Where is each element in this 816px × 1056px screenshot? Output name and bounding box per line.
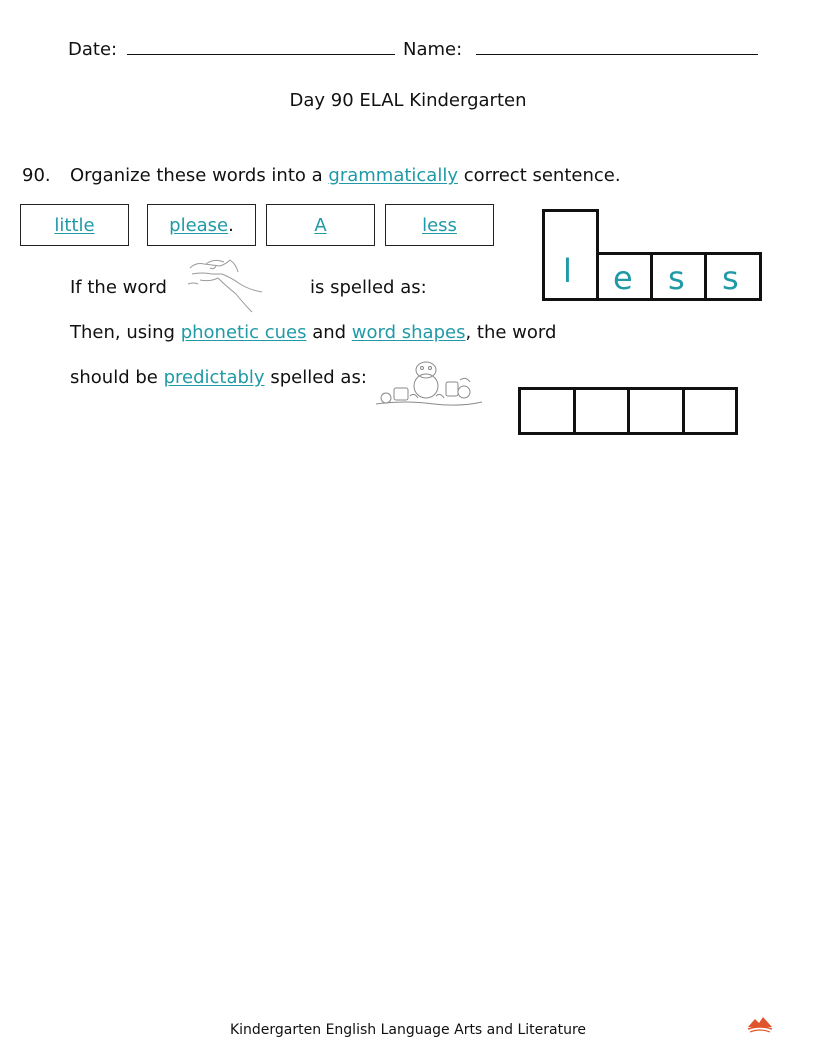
spelling-line-2	[70, 324, 556, 342]
shape-letter: s	[722, 259, 739, 297]
answer-box[interactable]	[573, 387, 630, 435]
word-shapes-link[interactable]: word shapes	[351, 322, 466, 343]
phonetic-cues-link[interactable]: phonetic cues	[180, 322, 307, 343]
hand-pinch-icon	[186, 254, 268, 316]
shape-letter: s	[668, 259, 685, 297]
toys-pile-icon	[374, 352, 484, 410]
answer-box[interactable]	[627, 387, 685, 435]
name-label	[403, 36, 758, 59]
grammatically-link[interactable]: grammatically	[328, 165, 458, 186]
footer-text: Kindergarten English Language Arts and Literature	[229, 1022, 587, 1038]
line2-prefix: Then, using	[70, 322, 175, 343]
date-blank[interactable]	[127, 36, 395, 55]
predictably-link[interactable]: predictably	[163, 367, 265, 388]
word-box-a[interactable]	[266, 204, 375, 246]
spelling-line-1-suffix: is spelled as:	[310, 277, 427, 298]
answer-box[interactable]	[682, 387, 738, 435]
word-less-link[interactable]: less	[422, 214, 457, 236]
word-please-link[interactable]: please	[169, 214, 229, 236]
mountain-logo-icon	[746, 1015, 774, 1033]
word-a-link[interactable]: A	[314, 214, 327, 236]
shape-letter: l	[563, 252, 572, 290]
line2-mid: and	[312, 322, 347, 343]
question-text	[70, 167, 621, 185]
word-trail: .	[228, 214, 234, 236]
date-label	[68, 36, 395, 59]
shape-letter: e	[613, 259, 633, 297]
name-blank[interactable]	[476, 36, 758, 55]
line3-suffix: spelled as:	[270, 367, 367, 388]
question-prefix: Organize these words into a	[70, 165, 323, 186]
word-box-little[interactable]	[20, 204, 129, 246]
page-title: Day 90 ELAL Kindergarten	[289, 90, 527, 111]
answer-box[interactable]	[518, 387, 576, 435]
question-number: 90.	[22, 165, 51, 186]
name-label-text: Name:	[403, 39, 463, 60]
question-suffix: correct sentence.	[463, 165, 621, 186]
spelling-line-1-prefix: If the word	[70, 277, 167, 298]
line3-prefix: should be	[70, 367, 158, 388]
line2-suffix: , the word	[465, 322, 557, 343]
spelling-line-3	[70, 369, 367, 387]
date-label-text: Date:	[68, 39, 118, 60]
word-box-please[interactable]	[147, 204, 256, 246]
word-little-link[interactable]: little	[54, 214, 95, 236]
word-box-less[interactable]	[385, 204, 494, 246]
